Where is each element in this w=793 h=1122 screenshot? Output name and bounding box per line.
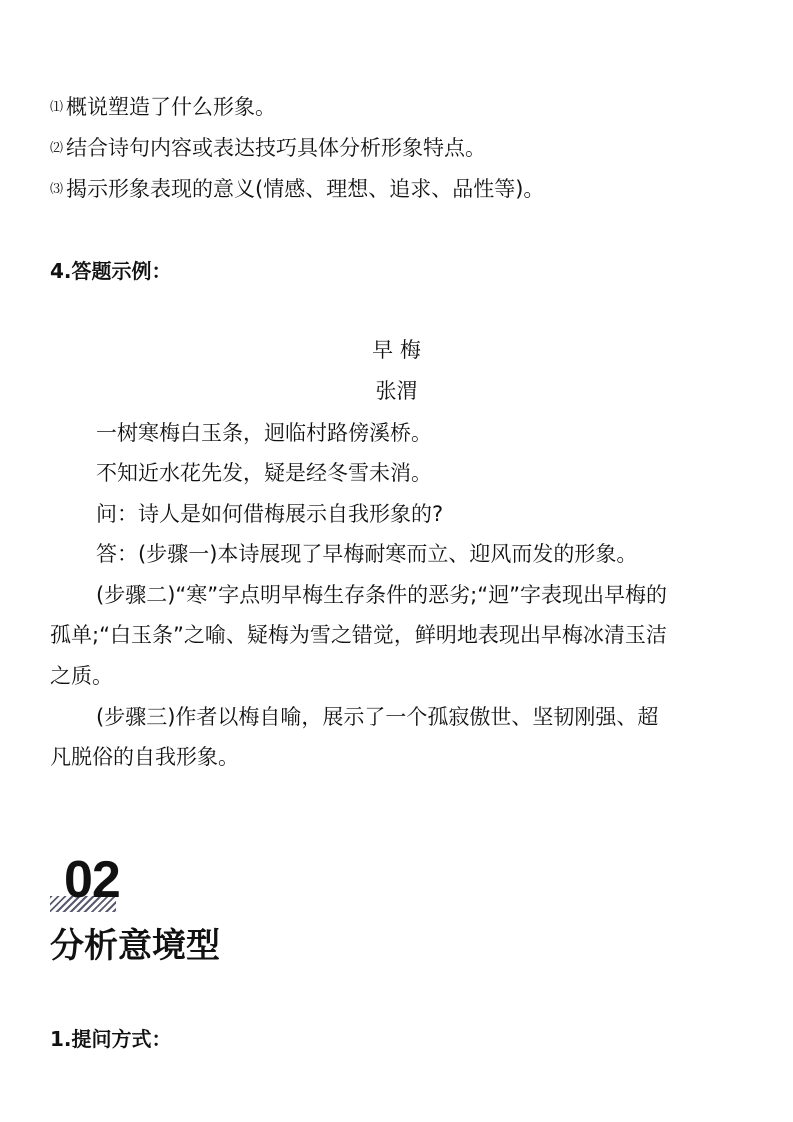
answer-step-3-line-2: 凡脱俗的自我形象。 [50,745,239,769]
answer-step-1: 答：(步骤一)本诗展现了早梅耐寒而立、迎风而发的形象。 [96,542,638,566]
question: 问：诗人是如何借梅展示自我形象的? [96,502,444,526]
step-1-text: 概说塑造了什么形象。 [66,95,277,119]
next-heading: 1.提问方式： [50,1027,172,1051]
step-2 [50,133,486,164]
answer-step-2-line-2: 孤单;“白玉条”之喻、疑梅为雪之错觉，鲜明地表现出早梅冰清玉洁 [50,623,667,647]
poem-line-1: 一树寒梅白玉条，迥临村路傍溪桥。 [96,421,432,445]
section-title: 分析意境型 [50,926,220,966]
step-2-text: 结合诗句内容或表达技巧具体分析形象特点。 [66,136,487,160]
answer-step-2-line-3: 之质。 [50,664,113,688]
poem-title: 早 梅 [372,338,421,362]
answer-step-3-line-1: (步骤三)作者以梅自喻，展示了一个孤寂傲世、坚韧刚强、超 [96,705,659,729]
step-1-number: ⑴ [50,100,64,115]
step-2-number: ⑵ [50,141,64,156]
poem-author: 张渭 [375,379,418,403]
step-3 [50,174,544,205]
example-heading: 4.答题示例： [50,259,172,283]
step-1 [50,92,276,123]
poem-line-2: 不知近水花先发，疑是经冬雪未消。 [96,461,432,485]
step-3-number: ⑶ [50,182,64,197]
answer-step-2-line-1: (步骤二)“寒”字点明早梅生存条件的恶劣;“迥”字表现出早梅的 [96,583,667,607]
step-3-text: 揭示形象表现的意义(情感、理想、追求、品性等)。 [66,177,545,201]
section-number: 02 [64,851,120,909]
